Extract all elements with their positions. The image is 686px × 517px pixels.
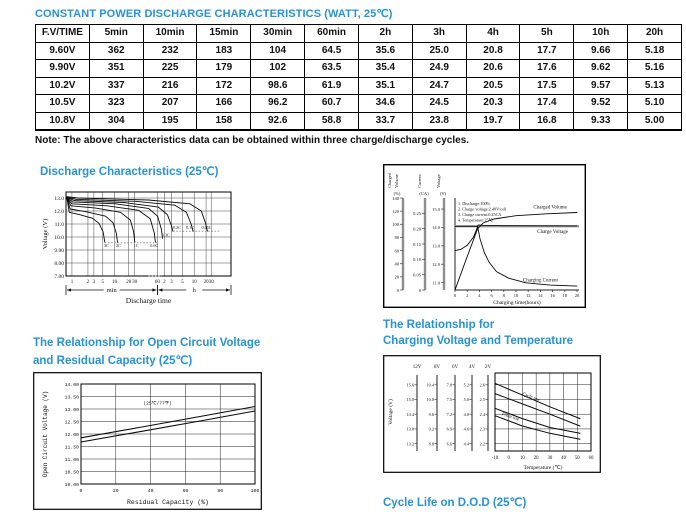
curve-charging-current xyxy=(455,226,577,286)
svg-text:11.00: 11.00 xyxy=(64,457,79,463)
curve-label: 1C xyxy=(133,242,139,248)
svg-text:7.5: 7.5 xyxy=(446,397,452,403)
temp-section-title-line2: Charging Voltage and Temperature xyxy=(383,335,573,347)
svg-text:13.0: 13.0 xyxy=(54,196,64,202)
table-cell: 63.5 xyxy=(305,60,359,78)
table-cell: 9.66 xyxy=(574,42,628,60)
svg-text:6: 6 xyxy=(490,293,493,298)
table-cell: 5.13 xyxy=(628,77,682,95)
curve-label: Charge Voltage xyxy=(537,229,568,235)
svg-text:(%): (%) xyxy=(393,191,401,196)
svg-text:0: 0 xyxy=(396,287,399,293)
column-header: 4h xyxy=(466,25,520,43)
svg-text:12.50: 12.50 xyxy=(64,420,79,426)
table-cell: 61.9 xyxy=(305,77,359,95)
band-label: Cycle use xyxy=(521,392,541,404)
table-cell: 19.7 xyxy=(466,112,520,130)
table-cell: 34.6 xyxy=(358,95,412,113)
column-header: F.V/TIME xyxy=(36,25,90,43)
svg-text:60: 60 xyxy=(182,489,189,494)
svg-text:13.50: 13.50 xyxy=(64,395,79,401)
table-cell: 9.57 xyxy=(574,77,628,95)
table-cell: 179 xyxy=(197,60,251,78)
svg-text:18: 18 xyxy=(562,293,568,298)
svg-text:2.3: 2.3 xyxy=(479,426,485,432)
svg-text:2: 2 xyxy=(466,293,469,298)
curve-label: 0.2C xyxy=(172,224,181,230)
svg-text:16: 16 xyxy=(550,293,555,298)
svg-text:5: 5 xyxy=(181,280,184,285)
svg-text:2: 2 xyxy=(163,280,166,285)
column-header: 10h xyxy=(574,25,628,43)
x-axis-label: Discharge time xyxy=(125,296,172,305)
table-cell: 10.8V xyxy=(36,112,90,130)
table-cell: 216 xyxy=(143,77,197,95)
svg-text:30: 30 xyxy=(547,456,553,461)
y-axis-label: Voltage (V) xyxy=(42,218,49,250)
table-cell: 9.60V xyxy=(36,42,90,60)
table-cell: 102 xyxy=(251,60,305,78)
svg-text:0.20: 0.20 xyxy=(413,226,421,232)
svg-text:60: 60 xyxy=(588,456,594,461)
table-cell: 183 xyxy=(197,42,251,60)
table-row xyxy=(36,112,682,130)
open-circuit-voltage-chart xyxy=(33,372,262,510)
svg-text:2.4: 2.4 xyxy=(479,411,485,417)
svg-text:12: 12 xyxy=(525,293,531,298)
svg-text:10: 10 xyxy=(191,280,197,285)
scale-header: 12V xyxy=(412,365,422,370)
svg-text:10.50: 10.50 xyxy=(64,470,79,476)
charging-characteristics-chart xyxy=(383,164,586,308)
svg-text:10: 10 xyxy=(513,293,519,298)
table-cell: 172 xyxy=(197,77,251,95)
svg-text:12.00: 12.00 xyxy=(64,432,79,438)
table-cell: 58.8 xyxy=(305,112,359,130)
svg-text:30: 30 xyxy=(132,280,138,285)
svg-text:3: 3 xyxy=(170,280,173,285)
table-cell: 9.90V xyxy=(36,60,90,78)
ocv-section-title-line2: and Residual Capacity (25℃) xyxy=(33,355,193,367)
svg-text:20: 20 xyxy=(203,280,209,285)
table-cell: 92.6 xyxy=(251,112,305,130)
temp-section-title-line1: The Relationship for xyxy=(383,319,495,331)
table-cell: 323 xyxy=(89,95,143,113)
table-cell: 17.7 xyxy=(520,42,574,60)
svg-text:100: 100 xyxy=(392,222,399,228)
svg-text:2: 2 xyxy=(86,280,90,285)
svg-text:(V): (V) xyxy=(439,191,447,196)
svg-text:9.00: 9.00 xyxy=(54,248,64,254)
svg-text:20: 20 xyxy=(394,274,399,280)
table-cell: 20.6 xyxy=(466,60,520,78)
table-cell: 98.6 xyxy=(251,77,305,95)
y-axis-label: Open Circuit Voltage (V) xyxy=(42,390,49,478)
svg-text:0.15: 0.15 xyxy=(413,241,421,247)
svg-text:5: 5 xyxy=(101,280,105,285)
svg-text:20: 20 xyxy=(112,489,119,494)
curve-label: 0.05C xyxy=(201,224,212,230)
axis-name: Volume xyxy=(394,174,399,188)
svg-text:20: 20 xyxy=(574,293,580,298)
svg-text:5.0: 5.0 xyxy=(463,397,469,403)
svg-text:11.0: 11.0 xyxy=(432,280,440,286)
svg-text:11.0: 11.0 xyxy=(54,222,64,228)
chart-border xyxy=(384,165,586,308)
svg-text:100: 100 xyxy=(250,489,260,494)
table-cell: 33.7 xyxy=(358,112,412,130)
svg-text:0: 0 xyxy=(418,287,421,293)
svg-text:14: 14 xyxy=(538,293,543,298)
svg-text:40: 40 xyxy=(561,456,566,461)
svg-text:8: 8 xyxy=(502,293,505,298)
svg-text:60: 60 xyxy=(154,280,160,285)
band-label: Float use xyxy=(500,412,520,423)
scale-header: 4V xyxy=(468,365,476,370)
curve-charge-voltage xyxy=(455,225,577,251)
curve-lower xyxy=(81,411,255,442)
svg-text:9.6: 9.6 xyxy=(428,411,434,417)
x-axis-label: Residual Capacity (%) xyxy=(127,499,209,506)
table-cell: 64.5 xyxy=(305,42,359,60)
table-cell: 337 xyxy=(89,77,143,95)
table-cell: 351 xyxy=(89,60,143,78)
svg-text:10.4: 10.4 xyxy=(426,382,434,388)
column-header: 15min xyxy=(197,25,251,43)
svg-text:8.00: 8.00 xyxy=(54,261,64,267)
svg-text:12.0: 12.0 xyxy=(54,209,64,215)
svg-text:2.2: 2.2 xyxy=(479,441,485,447)
table-cell: 225 xyxy=(143,60,197,78)
curve-label: Charging Current xyxy=(522,278,558,284)
table-cell: 10.2V xyxy=(36,77,90,95)
column-header: 3h xyxy=(412,25,466,43)
svg-text:20: 20 xyxy=(533,456,539,461)
table-cell: 24.9 xyxy=(412,60,466,78)
svg-text:-10: -10 xyxy=(491,456,499,461)
svg-text:140: 140 xyxy=(392,195,399,201)
svg-text:10.0: 10.0 xyxy=(426,397,434,403)
table-row xyxy=(36,77,682,95)
table-cell: 166 xyxy=(197,95,251,113)
scale-header: 2V xyxy=(484,365,492,370)
svg-text:6.6: 6.6 xyxy=(446,441,452,447)
svg-text:6.9: 6.9 xyxy=(446,426,452,432)
column-header: 10min xyxy=(143,25,197,43)
svg-text:120: 120 xyxy=(392,208,399,214)
svg-text:7.00: 7.00 xyxy=(54,274,64,280)
svg-text:13.00: 13.00 xyxy=(64,407,79,413)
svg-text:13.2: 13.2 xyxy=(406,441,414,447)
column-header: 20h xyxy=(628,25,682,43)
table-cell: 35.4 xyxy=(358,60,412,78)
page-title: CONSTANT POWER DISCHARGE CHARACTERISTICS (WATT, 25℃) xyxy=(35,8,393,20)
svg-text:14.4: 14.4 xyxy=(406,411,414,417)
svg-text:40: 40 xyxy=(147,489,154,494)
svg-text:13.8: 13.8 xyxy=(406,426,414,432)
table-cell: 9.62 xyxy=(574,60,628,78)
svg-text:0.05: 0.05 xyxy=(413,272,421,278)
y-axis-label: Voltage (V) xyxy=(388,399,394,425)
table-cell: 5.00 xyxy=(628,112,682,130)
svg-text:80: 80 xyxy=(217,489,224,494)
svg-text:3: 3 xyxy=(92,280,96,285)
svg-text:5.2: 5.2 xyxy=(463,382,469,388)
svg-text:10.00: 10.00 xyxy=(64,482,79,488)
svg-text:0.10: 0.10 xyxy=(413,257,421,263)
curve-label: Charged Volume xyxy=(533,205,567,211)
constant-power-table xyxy=(35,24,682,131)
axis-name: Current xyxy=(417,174,422,188)
curve-label: 0.1C xyxy=(186,224,195,230)
svg-text:min: min xyxy=(106,287,117,295)
ocv-section-title-line1: The Relationship for Open Circuit Voltage xyxy=(33,337,261,349)
table-cell: 17.5 xyxy=(520,77,574,95)
svg-text:8.8: 8.8 xyxy=(428,441,434,447)
x-axis-label: Charging time(hours) xyxy=(493,300,541,306)
table-cell: 20.5 xyxy=(466,77,520,95)
axis-name: Charged xyxy=(387,172,392,188)
table-cell: 17.6 xyxy=(520,60,574,78)
charging-voltage-temperature-chart xyxy=(383,355,601,473)
discharge-section-title: Discharge Characteristics (25℃) xyxy=(40,166,219,178)
svg-text:30: 30 xyxy=(208,280,214,285)
svg-text:15.6: 15.6 xyxy=(406,382,414,388)
column-header: 30min xyxy=(251,25,305,43)
table-cell: 5.16 xyxy=(628,60,682,78)
cycle-life-section-title: Cycle Life on D.O.D (25℃) xyxy=(383,497,527,509)
svg-text:2.6: 2.6 xyxy=(479,382,485,388)
scale-header: 6V xyxy=(451,365,459,370)
curve-label: 0.6C xyxy=(150,242,159,248)
table-cell: 5.10 xyxy=(628,95,682,113)
svg-text:15.0: 15.0 xyxy=(432,206,440,212)
svg-text:40: 40 xyxy=(394,261,399,267)
table-cell: 25.0 xyxy=(412,42,466,60)
table-header-row xyxy=(36,25,682,43)
svg-text:4.8: 4.8 xyxy=(463,411,469,417)
table-cell: 17.4 xyxy=(520,95,574,113)
svg-text:80: 80 xyxy=(394,235,399,241)
table-cell: 24.5 xyxy=(412,95,466,113)
column-header: 5min xyxy=(89,25,143,43)
svg-text:10: 10 xyxy=(112,280,118,285)
chart-note: 2. Charge voltage:2.40V/cell xyxy=(458,206,507,212)
scale-header: 8V xyxy=(433,365,441,370)
svg-text:1: 1 xyxy=(70,280,74,285)
table-cell: 232 xyxy=(143,42,197,60)
column-header: 60min xyxy=(305,25,359,43)
svg-text:2.5: 2.5 xyxy=(479,397,485,403)
svg-text:15.0: 15.0 xyxy=(406,397,414,403)
curve-label: 2C xyxy=(116,242,121,248)
svg-text:7.8: 7.8 xyxy=(446,382,452,388)
table-cell: 362 xyxy=(89,42,143,60)
curve-charged-volume xyxy=(455,213,577,291)
svg-text:20: 20 xyxy=(126,280,132,285)
table-cell: 24.7 xyxy=(412,77,466,95)
chart-note: 1. Discharge:100% xyxy=(458,201,491,206)
table-cell: 195 xyxy=(143,112,197,130)
svg-text:(CA): (CA) xyxy=(419,191,429,196)
curve-label: 3C xyxy=(103,242,109,248)
table-cell: 9.52 xyxy=(574,95,628,113)
table-cell: 10.5V xyxy=(36,95,90,113)
table-note: Note: The above characteristics data can be obtained within three charge/discharge cycles. xyxy=(35,135,470,146)
svg-text:0.25: 0.25 xyxy=(413,211,421,217)
table-cell: 20.8 xyxy=(466,42,520,60)
table-cell: 35.6 xyxy=(358,42,412,60)
svg-text:10.0: 10.0 xyxy=(54,235,64,241)
svg-text:4: 4 xyxy=(478,293,481,298)
table-cell: 304 xyxy=(89,112,143,130)
x-axis-label: Temperature (℃) xyxy=(523,465,563,471)
svg-text:4.4: 4.4 xyxy=(463,441,469,447)
svg-text:60: 60 xyxy=(394,248,399,254)
discharge-characteristics-chart xyxy=(40,184,237,307)
table-cell: 9.33 xyxy=(574,112,628,130)
table-cell: 207 xyxy=(143,95,197,113)
svg-text:0: 0 xyxy=(453,293,457,298)
column-header: 5h xyxy=(520,25,574,43)
table-cell: 104 xyxy=(251,42,305,60)
svg-text:7.2: 7.2 xyxy=(446,411,452,417)
curve-upper xyxy=(81,407,255,438)
svg-text:14.0: 14.0 xyxy=(432,225,440,231)
table-cell: 16.8 xyxy=(520,112,574,130)
table-cell: 20.3 xyxy=(466,95,520,113)
svg-text:9.2: 9.2 xyxy=(428,426,434,432)
table-cell: 60.7 xyxy=(305,95,359,113)
svg-text:0: 0 xyxy=(507,456,510,461)
chart-note: 3. Charge current:0.25CA xyxy=(458,212,502,217)
table-cell: 5.18 xyxy=(628,42,682,60)
svg-text:11.50: 11.50 xyxy=(64,445,79,451)
axis-name: Voltage xyxy=(436,174,441,188)
svg-text:h: h xyxy=(192,287,196,295)
svg-text:50: 50 xyxy=(574,456,580,461)
table-cell: 96.2 xyxy=(251,95,305,113)
table-cell: 23.8 xyxy=(412,112,466,130)
table-row xyxy=(36,60,682,78)
svg-text:13.0: 13.0 xyxy=(432,243,440,249)
column-header: 2h xyxy=(358,25,412,43)
svg-text:4.6: 4.6 xyxy=(463,426,469,432)
table-cell: 35.1 xyxy=(358,77,412,95)
svg-text:10: 10 xyxy=(520,456,525,461)
svg-text:12.0: 12.0 xyxy=(432,262,440,268)
table-row xyxy=(36,42,682,60)
curve-label: 0.3C xyxy=(161,232,170,238)
svg-text:0: 0 xyxy=(79,489,83,494)
table-cell: 158 xyxy=(197,112,251,130)
svg-text:14.00: 14.00 xyxy=(64,382,79,388)
chart-annotation: (25℃/77℉) xyxy=(143,401,172,407)
chart-note: 4. Temperature:25℃ xyxy=(458,217,494,223)
table-row xyxy=(36,95,682,113)
